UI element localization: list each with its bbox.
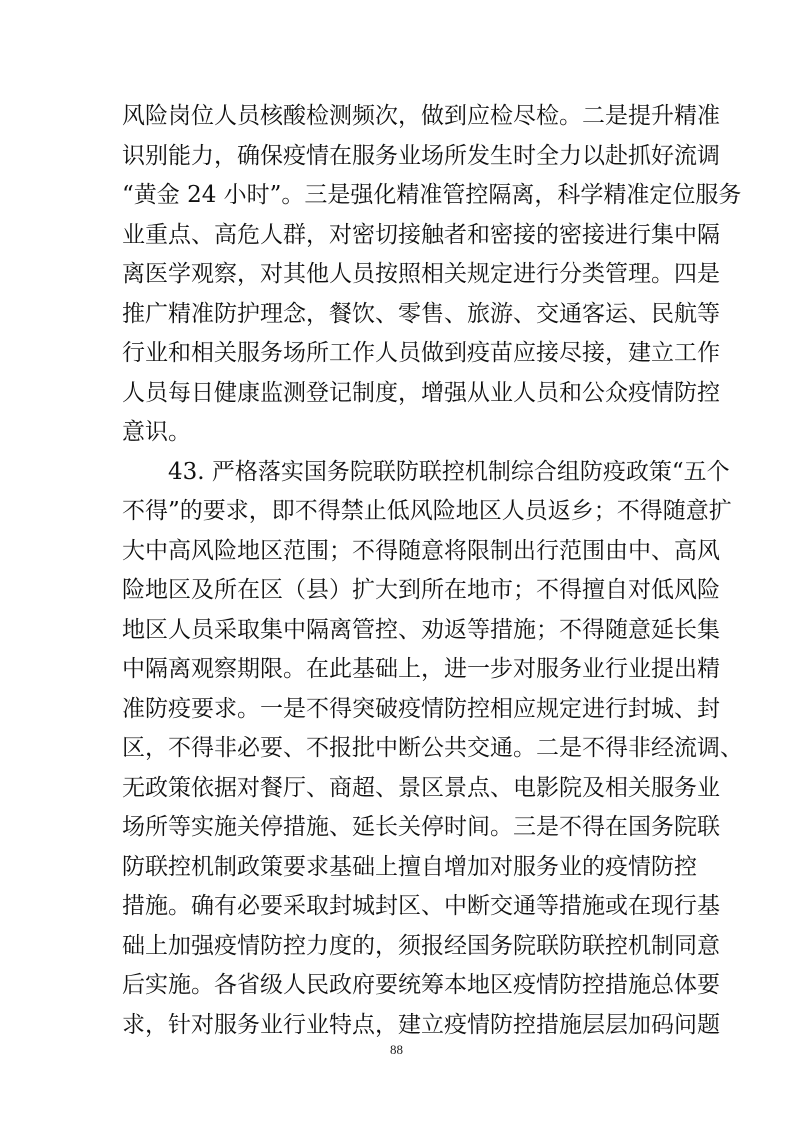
text-line: 区，不得非必要、不报批中断公共交通。二是不得非经流调、 [122, 735, 743, 761]
text-line: “黄金 24 小时”。三是强化精准管控隔离，科学精准定位服务 [122, 182, 742, 208]
text-line: 场所等实施关停措施、延长关停时间。三是不得在国务院联 [122, 814, 720, 840]
text-line: 推广精准防护理念，餐饮、零售、旅游、交通客运、民航等 [122, 300, 720, 327]
paragraph-first-line: 43. 严格落实国务院联防联控机制综合组防疫政策“五个 [168, 458, 730, 485]
text-line: 大中高风险地区范围；不得随意将限制出行范围由中、高风 [122, 537, 720, 564]
text-line: 意识。 [122, 419, 191, 445]
text-line: 人员每日健康监测登记制度，增强从业人员和公众疫情防控 [122, 379, 720, 406]
text-line: 险地区及所在区（县）扩大到所在地市；不得擅自对低风险 [122, 577, 720, 603]
text-line: 地区人员采取集中隔离管控、劝返等措施；不得随意延长集 [122, 616, 720, 643]
text-line: 不得”的要求，即不得禁止低风险地区人员返乡；不得随意扩 [122, 498, 732, 524]
text-line: 中隔离观察期限。在此基础上，进一步对服务业行业提出精 [122, 656, 720, 682]
text-line: 准防疫要求。一是不得突破疫情防控相应规定进行封城、封 [122, 695, 720, 722]
page-number: 88 [390, 1042, 403, 1057]
text-line: 础上加强疫情防控力度的，须报经国务院联防联控机制同意 [122, 932, 720, 959]
text-line: 措施。确有必要采取封城封区、中断交通等措施或在现行基 [122, 893, 720, 919]
text-line: 无政策依据对餐厅、商超、景区景点、电影院及相关服务业 [122, 774, 720, 801]
text-line: 防联控机制政策要求基础上擅自增加对服务业的疫情防控 [122, 853, 697, 880]
text-line: 业重点、高危人群，对密切接触者和密接的密接进行集中隔 [122, 221, 720, 248]
text-line: 求，针对服务业行业特点，建立疫情防控措施层层加码问题 [122, 1011, 720, 1038]
text-line: 风险岗位人员核酸检测频次，做到应检尽检。二是提升精准 [122, 103, 720, 129]
text-line: 后实施。各省级人民政府要统筹本地区疫情防控措施总体要 [122, 972, 720, 998]
text-line: 行业和相关服务场所工作人员做到疫苗应接尽接，建立工作 [122, 340, 720, 366]
text-line: 识别能力，确保疫情在服务业场所发生时全力以赴抓好流调 [122, 142, 720, 169]
text-line: 离医学观察，对其他人员按照相关规定进行分类管理。四是 [122, 261, 720, 287]
